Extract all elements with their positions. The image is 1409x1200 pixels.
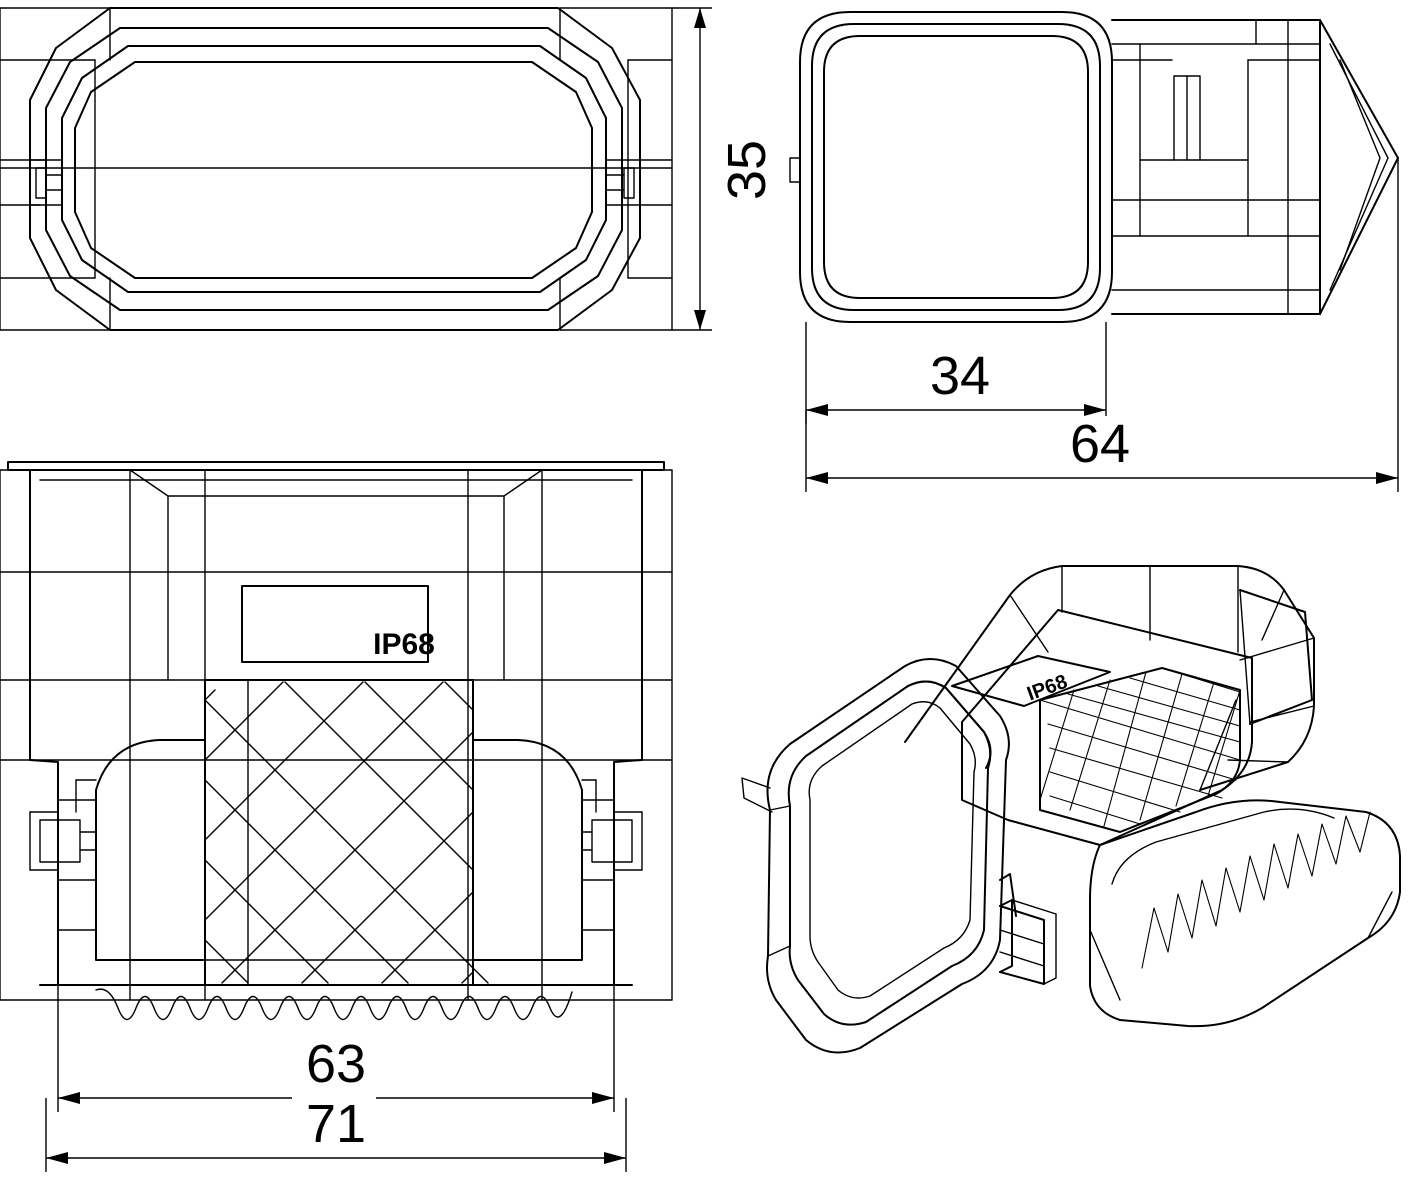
top-view-construction-lines (0, 8, 672, 330)
iso-latch-arm (1000, 874, 1056, 984)
front-view-bevel-left (130, 470, 168, 680)
dimension-length-64 (806, 158, 1398, 492)
side-view-tip (1320, 20, 1398, 314)
side-view-left-tab (790, 158, 800, 182)
dimension-34-label: 34 (929, 346, 991, 406)
iso-ribbed-cap (1090, 800, 1400, 1026)
top-view-outer-body (30, 8, 640, 330)
dimension-64-label: 64 (1069, 414, 1131, 474)
top-view-seal-ring (62, 46, 606, 292)
dimension-height-35 (672, 8, 777, 330)
dimension-71-label: 71 (305, 1094, 367, 1154)
ip68-label-plate (242, 586, 435, 662)
front-view (0, 462, 672, 1020)
dimension-35-label: 35 (717, 139, 777, 201)
top-view-cavity (75, 62, 592, 278)
ip68-label-text: IP68 (373, 628, 435, 661)
top-view (0, 8, 672, 330)
side-view-body (1112, 20, 1320, 314)
iso-ip68-label: IP68 (1024, 670, 1071, 706)
isometric-view (742, 566, 1400, 1053)
iso-socket-body (742, 659, 1009, 1053)
front-view-bevel-right (504, 470, 542, 680)
dimension-63-label: 63 (305, 1034, 367, 1094)
front-view-construction-lines (0, 470, 672, 1000)
front-view-outer-shell (8, 462, 664, 985)
side-view-face-inner (824, 36, 1088, 298)
side-view-face-mid (812, 24, 1100, 310)
side-view-face-outer (800, 12, 1112, 322)
side-view (790, 12, 1398, 322)
dimension-width-63 (58, 985, 614, 1112)
iso-ip68-plate (952, 656, 1110, 706)
front-view-left-latch (30, 740, 205, 960)
dimension-width-34 (806, 322, 1106, 424)
top-view-inner-body (46, 28, 622, 310)
front-view-right-latch (473, 740, 642, 960)
dimension-width-71 (46, 1094, 626, 1172)
front-view-seal-wave (96, 989, 572, 1019)
front-view-lattice (205, 680, 488, 985)
